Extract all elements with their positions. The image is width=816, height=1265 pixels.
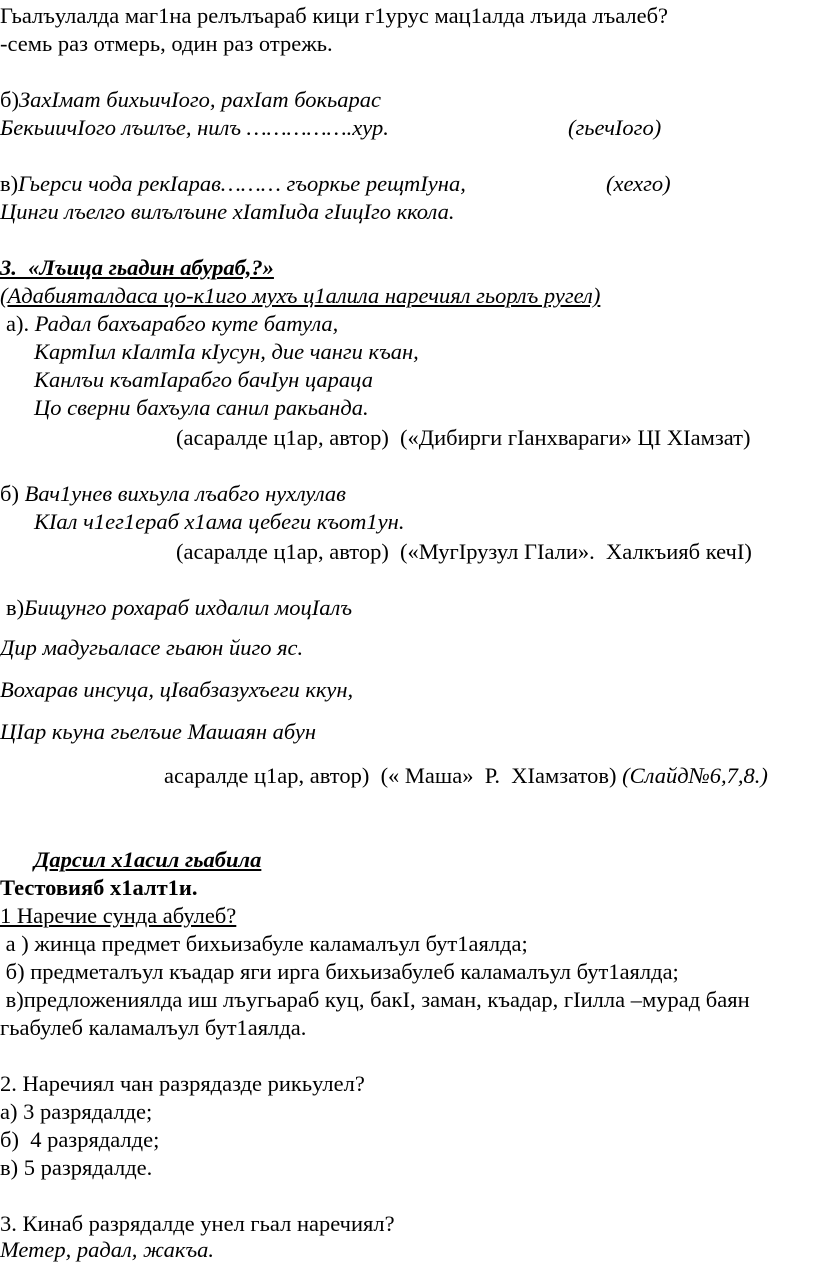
lesson-heading: Дарсил х1асил гьабила (34, 847, 262, 872)
test-title: Тестовияб х1алт1и. (0, 875, 198, 900)
b-block-hint: (гьечIого) (568, 115, 662, 140)
intro-line-2: -семь раз отмерь, один раз отрежь. (0, 31, 333, 56)
section-3-subtitle: (Адабияталдаса цо-к1иго мухъ ц1алила наречиял гьорлъ ругел) (0, 283, 601, 308)
poem-a-source: (асаралде ц1ар, автор) («Дибирги гIанхвараги» ЦI ХIамзат) (176, 425, 751, 450)
v-block-text-1: Гьерси чода рекIарав……… гъоркье рещтIуна, (18, 171, 466, 196)
poem-v-text-1: Бищунго рохараб ихдалил моцIалъ (24, 595, 353, 620)
b-block-marker: б) (0, 87, 19, 112)
poem-v-line-3: Вохарав инсуца, цIвабзазухъеги ккун, (0, 677, 354, 702)
v-block-hint: (хехго) (606, 171, 671, 196)
section-3-title: 3. «Лъица гьадин абураб,?» (0, 255, 274, 280)
poem-a-marker: а). (6, 311, 35, 336)
intro-line-1: Гьалъулалда маг1на релълъараб кици г1урус мац1алда лъида лъалеб? (0, 3, 669, 28)
poem-a-line-1 (6, 310, 338, 338)
question-2: 2. Наречиял чан разрядазде рикьулел? (0, 1071, 365, 1096)
poem-a-line-2: КартIил кIалтIа кIусун, дие чанги къан, (34, 339, 419, 364)
poem-v-line-1 (6, 594, 352, 622)
b-block-text-1: ЗахIмат бихьичIого, рахIат бокьарас (18, 87, 381, 112)
question-3-answer: Метер, радал, жакъа. (0, 1237, 215, 1262)
question-1-option-v: в)предложениялда иш лъугьараб куц, бакI, заман, къадар, гIилла –мурад баян (0, 987, 750, 1012)
poem-a-line-4: Цо сверни бахъула санил ракьанда. (34, 395, 369, 420)
poem-a-text-1: Радал бахъарабго куте батула, (34, 311, 339, 336)
v-block-line-2: Цинги лъелго вилълъине хIатIида гIицIго ккола. (0, 199, 455, 224)
b-block-line-2: БекьиичIого лъилъе, нилъ …………….хур. (0, 115, 389, 140)
poem-v-marker: в) (6, 595, 25, 620)
question-1-option-v-cont: гьабулеб каламалъул бут1аялда. (0, 1015, 307, 1040)
poem-b-text-1: Вач1унев вихьула лъабго нухлулав (24, 481, 346, 506)
poem-v-source (164, 762, 768, 790)
question-2-option-v: в) 5 разрядалде. (0, 1155, 153, 1180)
poem-b-line-2: КIал ч1ег1ераб х1ама цебеги къот1ун. (34, 509, 405, 534)
poem-b-line-1 (0, 480, 346, 508)
b-block-line-1 (0, 86, 381, 114)
slide-reference: (Слайд№6,7,8.) (616, 763, 768, 788)
poem-b-source: (асаралде ц1ар, автор) («МугIрузул ГIали». Халкъияб кечI) (176, 539, 752, 564)
poem-v-line-4: ЦIар кьуна гьелъие Машаян абун (0, 719, 317, 744)
question-1-option-a: а ) жинца предмет бихьизабуле каламалъул бут1аялда; (0, 931, 528, 956)
question-2-option-b: б) 4 разрядалде; (0, 1127, 160, 1152)
question-1: 1 Наречие сунда абулеб? (0, 903, 237, 928)
poem-v-line-2: Дир мадугьаласе гьаюн йиго яс. (0, 635, 304, 660)
poem-b-marker: б) (0, 481, 25, 506)
question-1-option-b: б) предметалъул къадар яги ирга бихьизабулеб каламалъул бут1аялда; (0, 959, 679, 984)
v-block-marker: в) (0, 171, 19, 196)
poem-v-source-text: асаралде ц1ар, автор) (« Маша» Р. ХIамзатов) (164, 763, 617, 788)
poem-a-line-3: Канлъи къатIарабго бачIун цараца (34, 367, 373, 392)
v-block-line-1 (0, 170, 466, 198)
question-3: 3. Кинаб разрядалде унел гьал наречиял? (0, 1211, 395, 1236)
question-2-option-a: а) 3 разрядалде; (0, 1099, 153, 1124)
